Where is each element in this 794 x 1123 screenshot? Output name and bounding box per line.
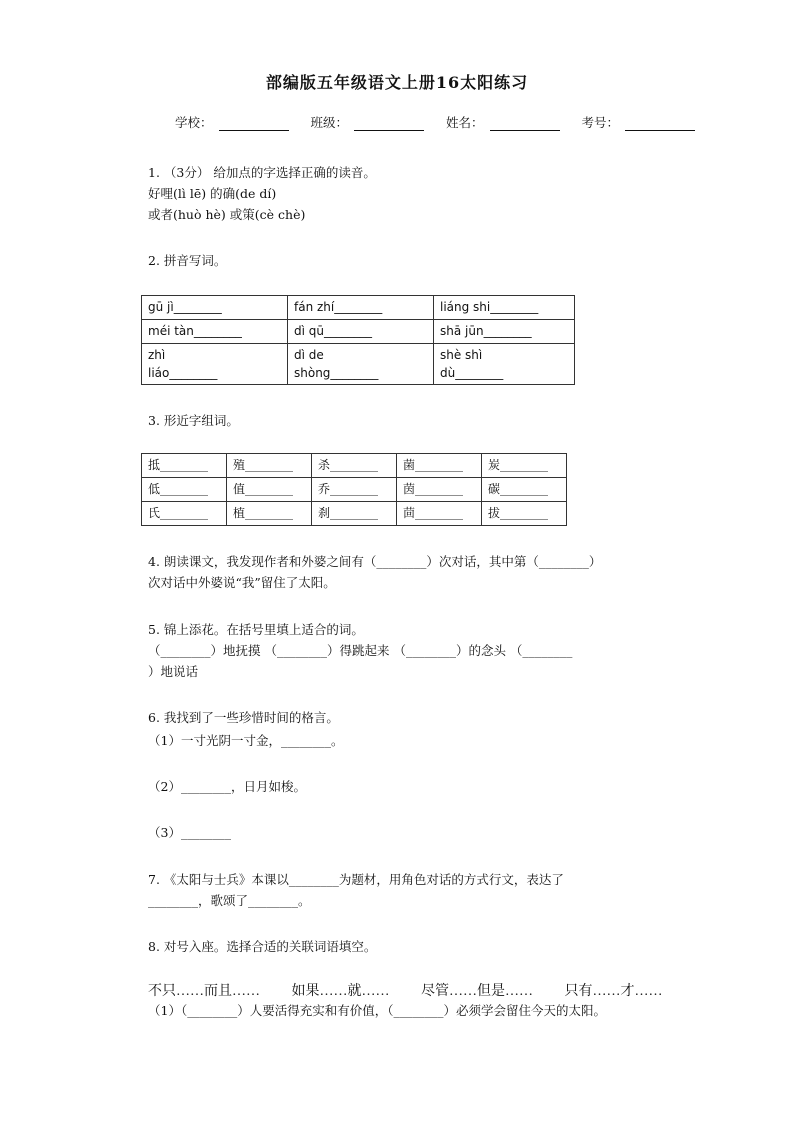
page-title: 部编版五年级语文上册16太阳练习 xyxy=(265,73,529,92)
table-row xyxy=(142,344,575,385)
number-blank[interactable] xyxy=(625,117,695,131)
q7-line2: ________，歌颂了________。 xyxy=(148,893,311,908)
table-cell[interactable]: 茴________ xyxy=(397,502,482,526)
similar-characters-table xyxy=(141,453,567,526)
table-row xyxy=(142,320,575,344)
table-cell[interactable]: 氏________ xyxy=(142,502,227,526)
table-row xyxy=(142,478,567,502)
table-cell[interactable]: 刹________ xyxy=(312,502,397,526)
table-cell[interactable]: fán zhí________ xyxy=(288,296,434,320)
q1-line1: 好哩(lì lē) 的确(de dí) xyxy=(148,186,277,201)
school-label: 学校： xyxy=(175,115,213,130)
conjunction-option: 尽管……但是…… xyxy=(421,984,533,999)
table-cell[interactable]: méi tàn________ xyxy=(142,320,288,344)
conjunction-option: 只有……才…… xyxy=(564,984,663,999)
table-cell[interactable]: 抵________ xyxy=(142,454,227,478)
number-label: 考号： xyxy=(581,115,620,130)
table-cell[interactable]: dì qū________ xyxy=(288,320,434,344)
table-cell[interactable]: 茵________ xyxy=(397,478,482,502)
student-info-line xyxy=(175,113,701,131)
table-cell[interactable]: dì de shòng________ xyxy=(288,344,434,385)
q1-heading: 1. （3分） 给加点的字选择正确的读音。 xyxy=(148,165,376,180)
q5-line3: ）地说话 xyxy=(148,664,199,679)
table-cell[interactable]: 菌________ xyxy=(397,454,482,478)
class-blank[interactable] xyxy=(354,117,424,131)
name-label: 姓名： xyxy=(446,115,484,130)
table-row xyxy=(142,454,567,478)
q6-heading: 6. 我找到了一些珍惜时间的格言。 xyxy=(148,710,339,725)
table-cell[interactable]: shè shì dù________ xyxy=(434,344,575,385)
q6-item3: （3）________ xyxy=(148,825,231,840)
q8-item1: （1）（________）人要活得充实和有价值，（________）必须学会留住今天的太阳。 xyxy=(148,1003,606,1018)
table-cell[interactable]: 植________ xyxy=(227,502,312,526)
q1-line2: 或者(huò hè) 或策(cè chè) xyxy=(148,207,306,222)
q3-heading: 3. 形近字组词。 xyxy=(148,413,239,428)
table-cell[interactable]: 杀________ xyxy=(312,454,397,478)
table-cell[interactable]: zhì liáo________ xyxy=(142,344,288,385)
q5-heading: 5. 锦上添花。在括号里填上适合的词。 xyxy=(148,622,364,637)
table-cell[interactable]: 乔________ xyxy=(312,478,397,502)
q5-line2: （________）地抚摸 （________）得跳起来 （________）的念头 （________ xyxy=(148,643,573,658)
q7-line1: 7. 《太阳与士兵》本课以________为题材，用角色对话的方式行文，表达了 xyxy=(148,872,564,887)
q2-heading: 2. 拼音写词。 xyxy=(148,253,227,268)
table-row xyxy=(142,502,567,526)
table-cell[interactable]: gū jì________ xyxy=(142,296,288,320)
table-cell[interactable]: 拔________ xyxy=(482,502,567,526)
name-blank[interactable] xyxy=(490,117,560,131)
table-cell[interactable]: 碳________ xyxy=(482,478,567,502)
table-cell[interactable]: liáng shi________ xyxy=(434,296,575,320)
table-row xyxy=(142,296,575,320)
q4-line2: 次对话中外婆说“我”留住了太阳。 xyxy=(148,575,336,590)
conjunction-option: 不只……而且…… xyxy=(148,984,260,999)
conjunction-options xyxy=(148,980,691,1000)
class-label: 班级： xyxy=(310,115,349,130)
conjunction-option: 如果……就…… xyxy=(291,984,390,999)
pinyin-table xyxy=(141,295,575,385)
q6-item1: （1）一寸光阴一寸金，________。 xyxy=(148,733,344,748)
q8-heading: 8. 对号入座。选择合适的关联词语填空。 xyxy=(148,939,377,954)
table-cell[interactable]: 炭________ xyxy=(482,454,567,478)
table-cell[interactable]: 殖________ xyxy=(227,454,312,478)
school-blank[interactable] xyxy=(219,117,289,131)
q6-item2: （2）________，日月如梭。 xyxy=(148,779,306,794)
q4-line1: 4. 朗读课文，我发现作者和外婆之间有（________）次对话，其中第（________） xyxy=(148,554,602,569)
table-cell[interactable]: 值________ xyxy=(227,478,312,502)
table-cell[interactable]: shā jūn________ xyxy=(434,320,575,344)
table-cell[interactable]: 低________ xyxy=(142,478,227,502)
